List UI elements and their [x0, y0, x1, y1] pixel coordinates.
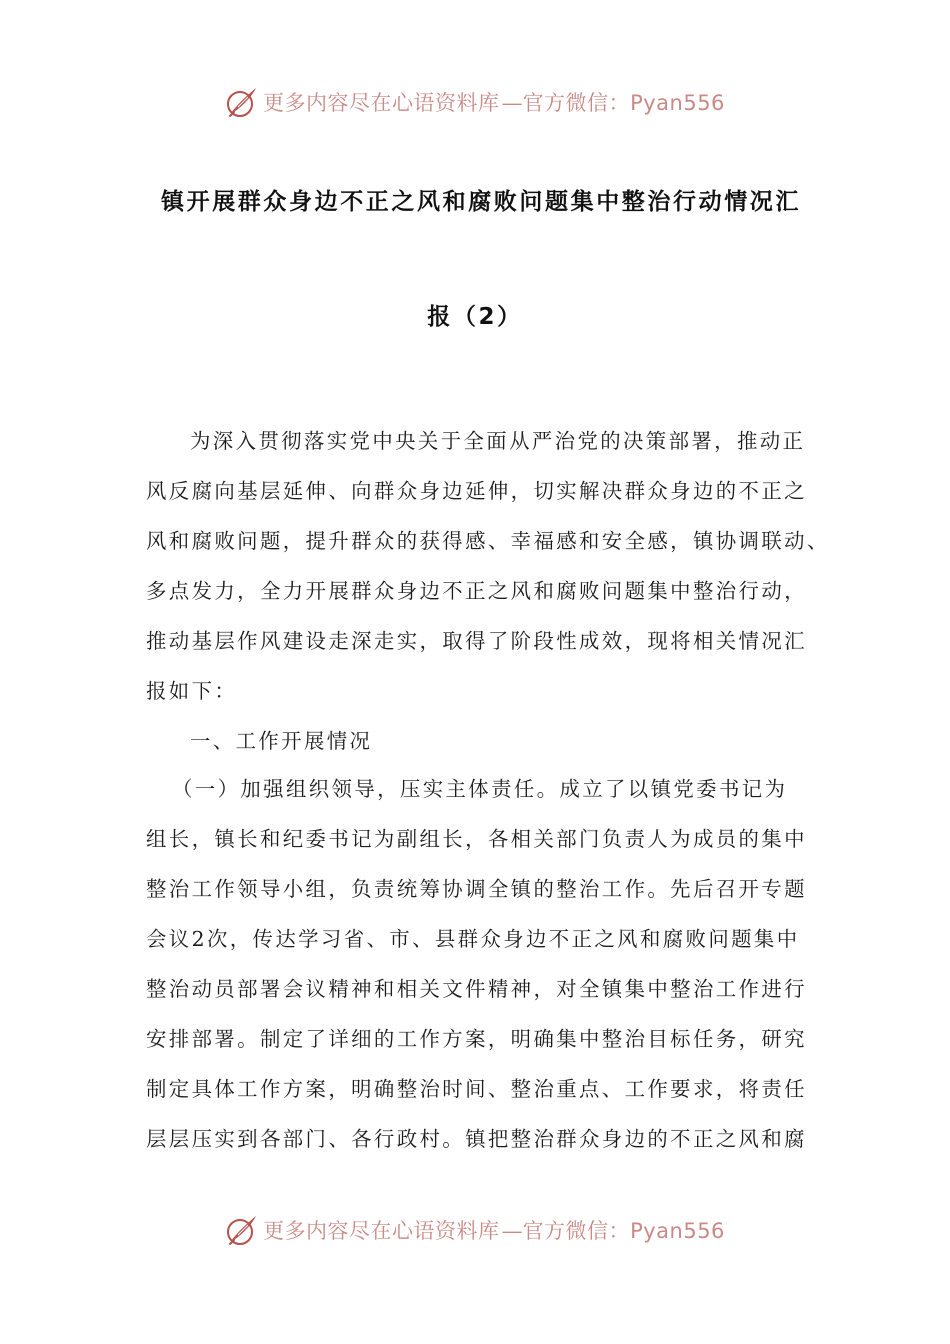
banner-site-name: 更多内容尽在心语资料库 [263, 1219, 500, 1243]
body-line: 报如下： [146, 679, 238, 703]
subsection-line: （一）加强组织领导，压实主体责任。成立了以镇党委书记为 [172, 777, 788, 801]
banner-text [263, 87, 725, 117]
banner-dash: — [501, 1219, 521, 1243]
banner-wechat-label: 官方微信： [522, 1219, 631, 1243]
body-line: 组长，镇长和纪委书记为副组长，各相关部门负责人为成员的集中 [146, 827, 807, 851]
body-line: 会议2次，传达学习省、市、县群众身边不正之风和腐败问题集中 [146, 927, 800, 951]
footer-banner [0, 1210, 950, 1250]
document-title-line-2: 报（2） [427, 304, 523, 330]
banner-wechat-id: Pyan556 [630, 91, 725, 115]
body-line: 整治动员部署会议精神和相关文件精神，对全镇集中整治工作进行 [146, 977, 807, 1001]
body-line: 推动基层作风建设走深走实，取得了阶段性成效，现将相关情况汇 [146, 629, 807, 653]
body-line: 制定具体工作方案，明确整治时间、整治重点、工作要求，将责任 [146, 1077, 807, 1101]
quill-pen-logo-icon [225, 1213, 259, 1247]
banner-wechat-id: Pyan556 [630, 1219, 725, 1243]
quill-pen-logo-icon [225, 85, 259, 119]
body-line: 层层压实到各部门、各行政村。镇把整治群众身边的不正之风和腐 [146, 1127, 807, 1151]
body-line: 多点发力，全力开展群众身边不正之风和腐败问题集中整治行动， [146, 579, 807, 603]
body-line: 风和腐败问题，提升群众的获得感、幸福感和安全感，镇协调联动、 [146, 529, 830, 553]
document-title-line-1: 镇开展群众身边不正之风和腐败问题集中整治行动情况汇 [161, 189, 801, 215]
body-line: 安排部署。制定了详细的工作方案，明确集中整治目标任务，研究 [146, 1027, 807, 1051]
banner-wechat-label: 官方微信： [522, 91, 631, 115]
banner-site-name: 更多内容尽在心语资料库 [263, 91, 500, 115]
header-banner [0, 82, 950, 122]
banner-text [263, 1215, 725, 1245]
body-line: 为深入贯彻落实党中央关于全面从严治党的决策部署，推动正 [190, 429, 806, 453]
body-line: 整治工作领导小组，负责统筹协调全镇的整治工作。先后召开专题 [146, 877, 807, 901]
banner-dash: — [501, 91, 521, 115]
body-line: 风反腐向基层延伸、向群众身边延伸，切实解决群众身边的不正之 [146, 479, 807, 503]
section-heading: 一、工作开展情况 [190, 729, 373, 753]
